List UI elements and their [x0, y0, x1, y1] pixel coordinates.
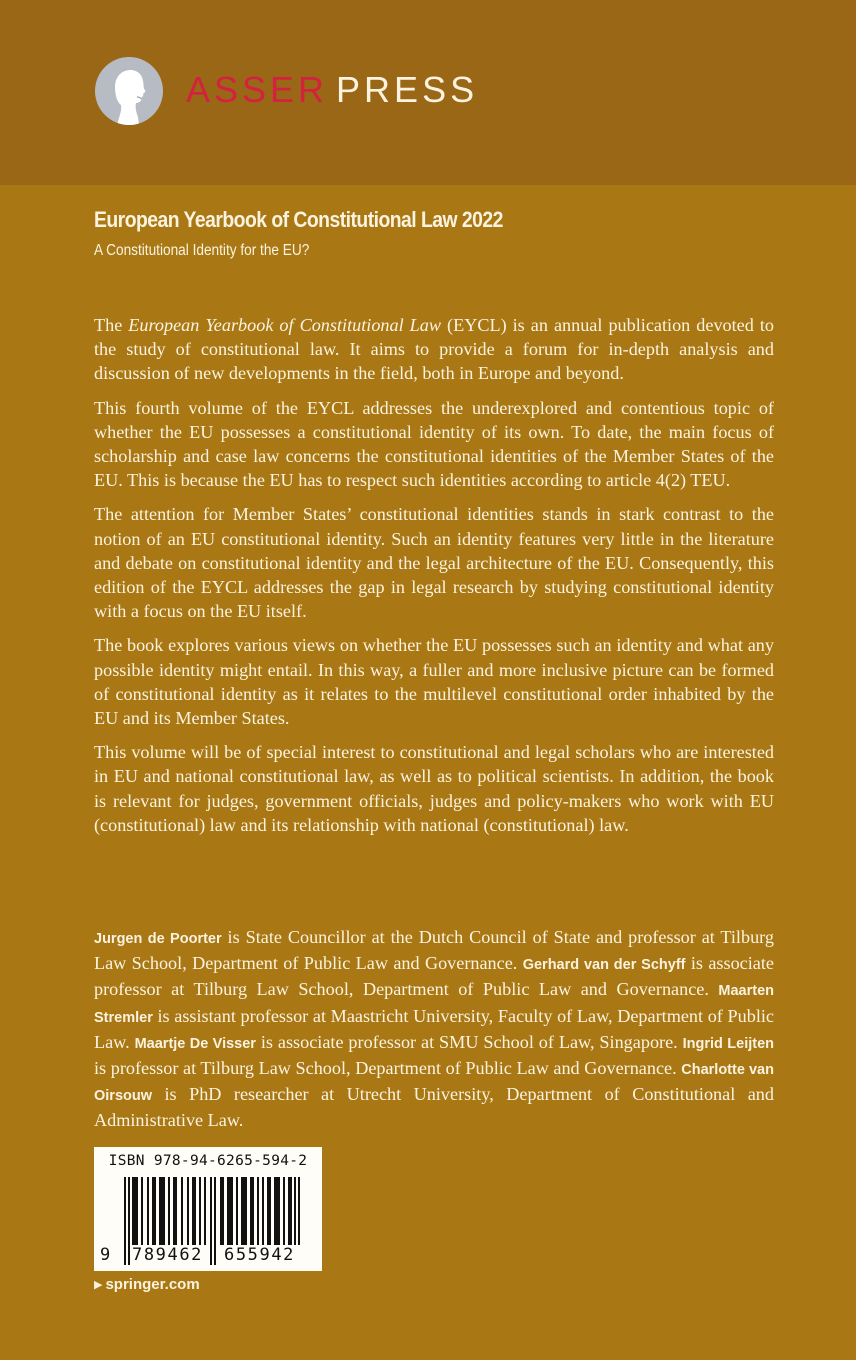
brand-press: PRESS [336, 69, 479, 110]
springer-link[interactable] [94, 1276, 200, 1293]
text-fragment: (EYCL) is an annual publication devoted to the study of constitutional law. It aims to provide a forum for in-depth analysis and discussion of new developments in the field, both in Europe and beyond. [94, 315, 775, 384]
editor-bio: is associate professor at SMU School of Law, Singapore. [255, 1031, 683, 1052]
portrait-medallion-icon [95, 57, 163, 125]
ean-first-digit: 9 [100, 1245, 111, 1265]
editor-bio: is associate professor at Tilburg Law School, Department of Public Law and Governance. [94, 953, 774, 1000]
book-subtitle: A Constitutional Identity for the EU? [94, 242, 310, 259]
description-paragraph-5: This volume will be of special interest to constitutional and legal scholars who are interested in EU and national constitutional law, as well as to political scientists. In addition, the book is relevant for judges, government officials, judges and policy-makers who work with EU (constitutional) law and its relationship with national (constitutional) law. [94, 742, 774, 835]
editor-name: Gerhard van der Schyff [522, 957, 686, 974]
publisher-header-band [0, 0, 856, 185]
editor-bio: is assistant professor at Maastricht University, Faculty of Law, Department of Public Law. [94, 1005, 774, 1052]
editor-name: Charlotte van Oirsouw [94, 1062, 774, 1105]
editor-name: Maartje De Visser [134, 1035, 256, 1052]
description-paragraph-2: This fourth volume of the EYCL addresses the underexplored and contentious topic of whether the EU possesses a constitutional identity of its own. To date, the main focus of scholarship and case law concerns the constitutional identities of the Member States of the EU. This is because the EU has to respect such identities according to article 4(2) TEU. [94, 397, 774, 491]
play-arrow-icon: ▶ [94, 1279, 103, 1291]
italic-series-name: European Yearbook of Constitutional Law [128, 315, 442, 335]
ean-right-digits: 655942 [224, 1245, 302, 1265]
editor-bios-paragraph [94, 925, 774, 1133]
description-paragraph-1 [94, 313, 774, 386]
springer-link-text[interactable]: springer.com [105, 1276, 200, 1293]
description-paragraph-4: The book explores various views on whether the EU possesses such an identity and what any possible identity might entail. In this way, a fuller and more inclusive picture can be formed of constitutional identity as it relates to the multilevel constitutional order inhabited by the EU and its Member States. [94, 635, 774, 729]
editor-bios [94, 925, 774, 1133]
text-fragment: The [94, 315, 129, 335]
editor-bio: is professor at Tilburg Law School, Department of Public Law and Governance. [94, 1058, 682, 1079]
editor-name: Jurgen de Poorter [94, 931, 222, 947]
editor-name: Ingrid Leijten [682, 1035, 775, 1052]
book-description [94, 313, 774, 847]
book-title: European Yearbook of Constitutional Law 2022 [94, 207, 503, 232]
editor-bio: is PhD researcher at Utrecht University, Department of Constitutional and Administrative Law. [94, 1084, 774, 1131]
portrait-silhouette-icon [95, 57, 163, 125]
ean-left-digits: 789462 [132, 1245, 208, 1265]
editor-name: Maarten Stremler [94, 983, 774, 1026]
brand-asser: ASSER [186, 69, 329, 110]
isbn-label: ISBN 978-94-6265-594-2 [108, 1153, 308, 1169]
editor-bio: is State Councillor at the Dutch Council of State and professor at Tilburg Law School, Department of Public Law and Governance. [94, 927, 774, 974]
publisher-logo-text [186, 70, 478, 110]
isbn-barcode [94, 1147, 322, 1271]
description-paragraph-3: The attention for Member States’ constitutional identities stands in stark contrast to the notion of an EU constitutional identity. Such an identity features very little in the literature and debate on constitutional identity and the legal architecture of the EU. Consequently, this edition of the EYCL addresses the gap in legal research by studying constitutional identity with a focus on the EU itself. [94, 504, 774, 622]
